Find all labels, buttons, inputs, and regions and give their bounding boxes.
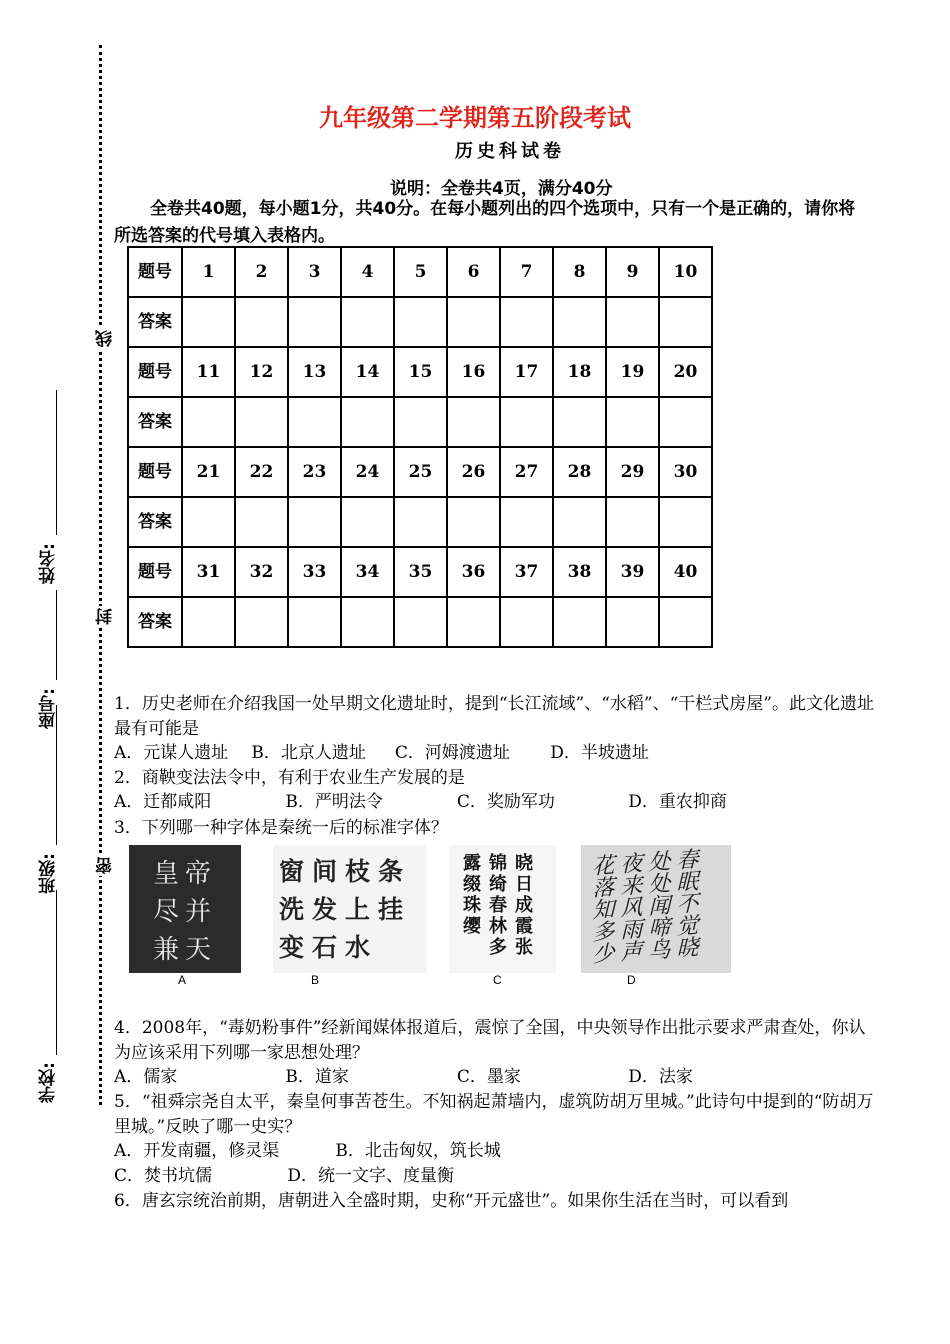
question-number-row	[128, 547, 712, 597]
question-5-options-row1	[114, 1139, 874, 1164]
row-header: 题号	[128, 347, 182, 397]
question-2-options	[114, 790, 874, 815]
answer-row	[128, 297, 712, 347]
answer-cell[interactable]	[553, 297, 606, 347]
question-number: 33	[288, 547, 341, 597]
question-number: 5	[394, 247, 447, 297]
image-label-b: B	[311, 973, 320, 987]
question-number: 39	[606, 547, 659, 597]
clerical-script-text: 窗间枝条洗发上挂变石水	[279, 857, 412, 962]
image-label-a: A	[178, 973, 187, 987]
question-number: 36	[447, 547, 500, 597]
question-5-options-row2	[114, 1164, 874, 1189]
question-4-stem: 4．2008年，“毒奶粉事件”经新闻媒体报道后，震惊了全国，中央领导作出批示要求严肃查处，你认为应该采用下列哪一家思想处理？	[114, 1018, 866, 1063]
option-b: B．道家	[285, 1067, 349, 1087]
answer-cell[interactable]	[553, 497, 606, 547]
question-number: 21	[182, 447, 235, 497]
answer-cell[interactable]	[288, 497, 341, 547]
answer-cell[interactable]	[235, 597, 288, 647]
question-number: 34	[341, 547, 394, 597]
option-b: B．北京人遗址	[251, 743, 366, 763]
row-header: 题号	[128, 547, 182, 597]
answer-cell[interactable]	[341, 397, 394, 447]
answer-row	[128, 497, 712, 547]
row-header: 答案	[128, 597, 182, 647]
answer-cell[interactable]	[659, 497, 712, 547]
seal-script-image	[129, 845, 241, 973]
answer-cell[interactable]	[394, 397, 447, 447]
question-number: 2	[235, 247, 288, 297]
question-number: 15	[394, 347, 447, 397]
exam-subtitle: 历史科试卷	[455, 141, 565, 162]
answer-cell[interactable]	[447, 497, 500, 547]
answer-cell[interactable]	[500, 497, 553, 547]
option-c: C．河姆渡遗址	[394, 743, 510, 763]
answer-cell[interactable]	[394, 497, 447, 547]
question-number: 20	[659, 347, 712, 397]
answer-table	[127, 246, 713, 648]
question-number: 35	[394, 547, 447, 597]
seal-char-mi: 密	[93, 855, 118, 876]
question-number: 10	[659, 247, 712, 297]
option-d: D．重农抑商	[628, 792, 727, 812]
question-number: 12	[235, 347, 288, 397]
row-header: 答案	[128, 297, 182, 347]
answer-cell[interactable]	[341, 497, 394, 547]
question-number: 18	[553, 347, 606, 397]
question-3-stem: 3．下列哪一种字体是秦统一后的标准字体？	[114, 818, 448, 838]
question-2-stem: 2．商鞅变法法令中，有利于农业生产发展的是	[114, 768, 465, 788]
question-number: 16	[447, 347, 500, 397]
question-number: 8	[553, 247, 606, 297]
school-label: 学校:	[39, 1062, 59, 1103]
option-a: A．开发南疆，修灵渠	[114, 1141, 280, 1161]
question-number: 19	[606, 347, 659, 397]
question-1-stem: 1．历史老师在介绍我国一处早期文化遗址时，提到“长江流域”、“水稻”、“干栏式房屋”。此文化遗址最有可能是	[114, 694, 874, 739]
row-header: 答案	[128, 397, 182, 447]
question-number: 9	[606, 247, 659, 297]
answer-cell[interactable]	[447, 597, 500, 647]
answer-cell[interactable]	[659, 297, 712, 347]
answer-row	[128, 397, 712, 447]
row-header: 题号	[128, 247, 182, 297]
question-number: 22	[235, 447, 288, 497]
answer-row	[128, 597, 712, 647]
answer-cell[interactable]	[606, 297, 659, 347]
binding-dotted-line	[99, 45, 102, 1105]
question-number: 28	[553, 447, 606, 497]
answer-cell[interactable]	[182, 597, 235, 647]
question-number: 4	[341, 247, 394, 297]
answer-cell[interactable]	[182, 297, 235, 347]
answer-cell[interactable]	[288, 297, 341, 347]
question-number: 29	[606, 447, 659, 497]
option-d: D．法家	[628, 1067, 693, 1087]
answer-cell[interactable]	[288, 597, 341, 647]
seat-label: 座号:	[39, 688, 59, 729]
question-number-row	[128, 447, 712, 497]
question-number: 14	[341, 347, 394, 397]
name-label: 姓名:	[39, 543, 59, 584]
question-number: 32	[235, 547, 288, 597]
answer-cell[interactable]	[447, 297, 500, 347]
option-d: D．统一文字、度量衡	[287, 1166, 455, 1186]
class-label: 班级:	[39, 853, 59, 894]
answer-cell[interactable]	[553, 397, 606, 447]
option-a: A．元谋人遗址	[114, 743, 229, 763]
question-6-stem: 6．唐玄宗统治前期，唐朝进入全盛时期，史称“开元盛世”。如果你生活在当时，可以看到	[114, 1191, 789, 1211]
answer-cell[interactable]	[341, 597, 394, 647]
seal-char-xian: 线	[93, 328, 118, 349]
image-label-c: C	[493, 973, 502, 987]
answer-cell[interactable]	[288, 397, 341, 447]
option-c: C．焚书坑儒	[114, 1166, 213, 1186]
question-4-options	[114, 1065, 874, 1090]
question-number-row	[128, 247, 712, 297]
question-number-row	[128, 347, 712, 397]
question-number: 30	[659, 447, 712, 497]
seat-fill-line	[56, 590, 57, 680]
option-b: B．严明法令	[285, 792, 383, 812]
question-number: 24	[341, 447, 394, 497]
name-fill-line	[56, 390, 57, 535]
question-number: 40	[659, 547, 712, 597]
question-number: 1	[182, 247, 235, 297]
option-d: D．半坡遗址	[550, 743, 649, 763]
regular-script-image	[449, 845, 556, 973]
question-5-stem: 5．“祖舜宗尧自太平，秦皇何事苦苍生。不知祸起萧墙内，虚筑防胡万里城。”此诗句中提到的“防胡万里城。”反映了哪一史实？	[114, 1092, 874, 1137]
question-number: 38	[553, 547, 606, 597]
answer-cell[interactable]	[500, 397, 553, 447]
option-a: A．儒家	[114, 1067, 178, 1087]
question-number: 37	[500, 547, 553, 597]
question-number: 23	[288, 447, 341, 497]
question-number: 25	[394, 447, 447, 497]
question-number: 7	[500, 247, 553, 297]
answer-cell[interactable]	[659, 397, 712, 447]
answer-cell[interactable]	[341, 297, 394, 347]
cursive-script-image	[581, 845, 731, 973]
answer-cell[interactable]	[606, 497, 659, 547]
answer-cell[interactable]	[500, 597, 553, 647]
exam-note: 说明：全卷共4页，满分40分	[390, 179, 613, 199]
exam-title: 九年级第二学期第五阶段考试	[319, 104, 631, 132]
row-header: 答案	[128, 497, 182, 547]
answer-cell[interactable]	[553, 597, 606, 647]
image-label-d: D	[627, 973, 636, 987]
option-c: C．墨家	[456, 1067, 521, 1087]
question-number: 31	[182, 547, 235, 597]
option-a: A．迁都咸阳	[114, 792, 212, 812]
class-fill-line	[56, 705, 57, 845]
option-c: C．奖励军功	[456, 792, 555, 812]
answer-cell[interactable]	[235, 297, 288, 347]
answer-cell[interactable]	[182, 497, 235, 547]
answer-cell[interactable]	[235, 397, 288, 447]
instructions: 全卷共40题，每小题1分，共40分。在每小题列出的四个选项中，只有一个是正确的，请你将所选答案的代号填入表格内。	[114, 199, 856, 246]
answer-cell[interactable]	[394, 597, 447, 647]
answer-cell[interactable]	[235, 497, 288, 547]
regular-script-text: 晓日成霞张锦绮春林多露缀珠缨	[460, 853, 533, 958]
question-number: 17	[500, 347, 553, 397]
cursive-script-text: 春眠不觉晓处处闻啼鸟夜来风雨声花落知多少	[589, 847, 698, 965]
question-number: 13	[288, 347, 341, 397]
seal-char-feng: 封	[93, 606, 118, 627]
question-number: 26	[447, 447, 500, 497]
school-fill-line	[56, 890, 57, 1055]
answer-cell[interactable]	[182, 397, 235, 447]
question-number: 27	[500, 447, 553, 497]
question-number: 6	[447, 247, 500, 297]
answer-cell[interactable]	[447, 397, 500, 447]
clerical-script-image	[273, 845, 427, 973]
seal-script-text: 皇帝尽并兼天	[152, 859, 217, 965]
answer-cell[interactable]	[394, 297, 447, 347]
question-1-options	[114, 741, 874, 766]
question-number: 11	[182, 347, 235, 397]
row-header: 题号	[128, 447, 182, 497]
option-b: B．北击匈奴，筑长城	[335, 1141, 501, 1161]
answer-cell[interactable]	[500, 297, 553, 347]
answer-cell[interactable]	[606, 597, 659, 647]
answer-cell[interactable]	[659, 597, 712, 647]
question-number: 3	[288, 247, 341, 297]
answer-cell[interactable]	[606, 397, 659, 447]
